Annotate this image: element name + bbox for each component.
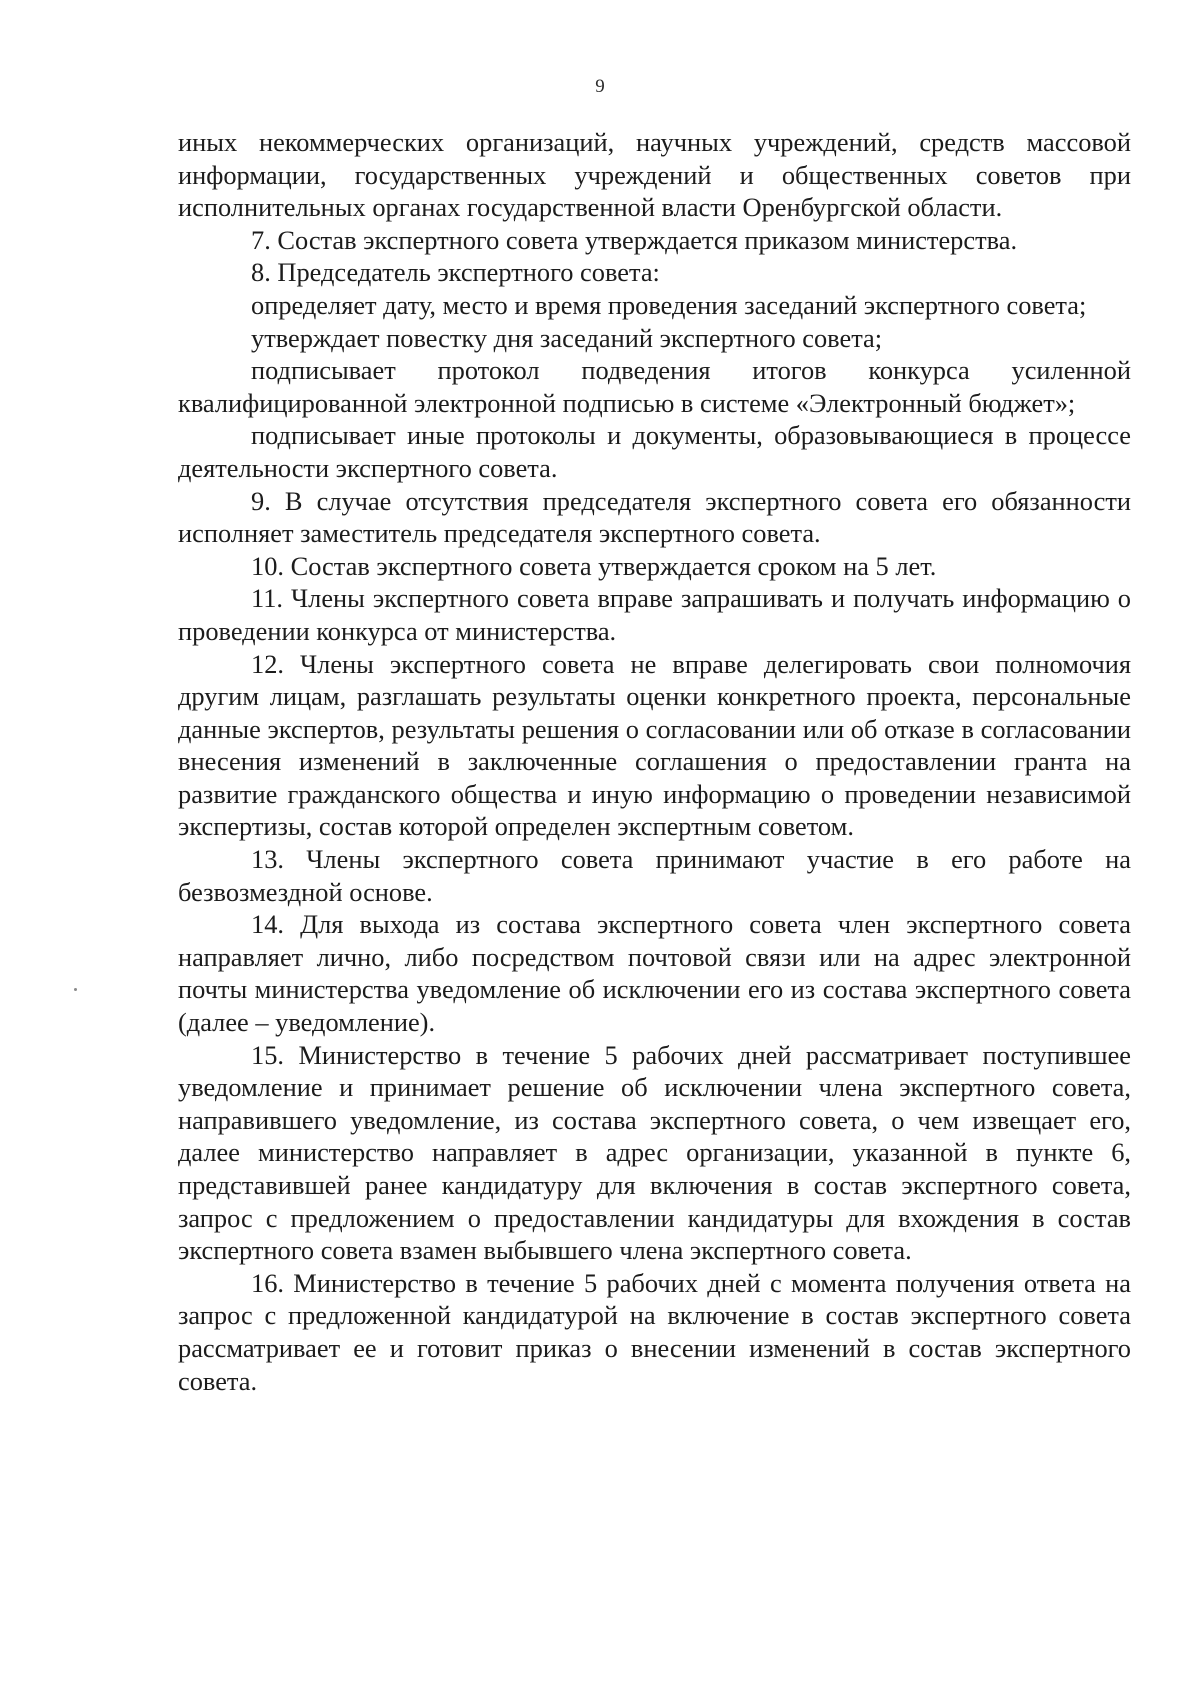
scan-speck — [74, 988, 77, 991]
paragraph-item-15: 15. Министерство в течение 5 рабочих дней рассматривает поступившее уведомление и принимает решение об исключении члена экспертного совета, направившего уведомление, из состава экспертного совета, о чем извещает его, далее министерство направляет в адрес организации, указанной в пункте 6, представившей ранее кандидатуру для включения в состав экспертного совета, запрос с предложением о предоставлении кандидатуры для вхождения в состав экспертного совета взамен выбывшего члена экспертного совета. — [178, 1039, 1131, 1266]
paragraph-chair-duty-4: подписывает иные протоколы и документы, образовывающиеся в процессе деятельности экспертного совета. — [178, 420, 1131, 483]
paragraph-chair-duty-2: утверждает повестку дня заседаний экспертного совета; — [251, 322, 883, 353]
paragraph-chair-duty-3: подписывает протокол подведения итогов конкурса усиленной квалифицированной электронной подписью в системе «Электронный бюджет»; — [178, 355, 1131, 418]
paragraph-item-8: 8. Председатель экспертного совета: — [251, 257, 660, 288]
paragraph-item-14: 14. Для выхода из состава экспертного совета член экспертного совета направляет лично, либо посредством почтовой связи или на адрес электронной почты министерства уведомление об исключении его из состава экспертного совета (далее – уведомление). — [178, 909, 1131, 1038]
paragraph-item-7: 7. Состав экспертного совета утверждается приказом министерства. — [251, 224, 1018, 255]
paragraph-item-12: 12. Члены экспертного совета не вправе делегировать свои полномочия другим лицам, разглашать результаты оценки конкретного проекта, персональные данные экспертов, результаты решения о согласовании или об отказе в согласовании внесения изменений в заключенные соглашения о предоставлении гранта на развитие гражданского общества и иную информацию о проведении независимой экспертизы, состав которой определен экспертным советом. — [178, 648, 1131, 842]
page-number: 9 — [595, 76, 605, 97]
paragraph-item-11: 11. Члены экспертного совета вправе запрашивать и получать информацию о проведении конкурса от министерства. — [178, 583, 1131, 646]
paragraph-item-10: 10. Состав экспертного совета утверждается сроком на 5 лет. — [251, 550, 937, 581]
paragraph-item-13: 13. Члены экспертного совета принимают участие в его работе на безвозмездной основе. — [178, 844, 1131, 907]
paragraph-continuation: иных некоммерческих организаций, научных учреждений, средств массовой информации, государственных учреждений и общественных советов при исполнительных органах государственной власти Оренбургской области. — [178, 127, 1131, 223]
paragraph-chair-duty-1: определяет дату, место и время проведения заседаний экспертного совета; — [251, 289, 1087, 320]
paragraph-item-16: 16. Министерство в течение 5 рабочих дней с момента получения ответа на запрос с предложенной кандидатурой на включение в состав экспертного совета рассматривает ее и готовит приказ о внесении изменений в состав экспертного совета. — [178, 1267, 1131, 1396]
document-body — [178, 126, 1131, 1397]
paragraph-item-9: 9. В случае отсутствия председателя экспертного совета его обязанности исполняет заместитель председателя экспертного совета. — [178, 485, 1131, 549]
